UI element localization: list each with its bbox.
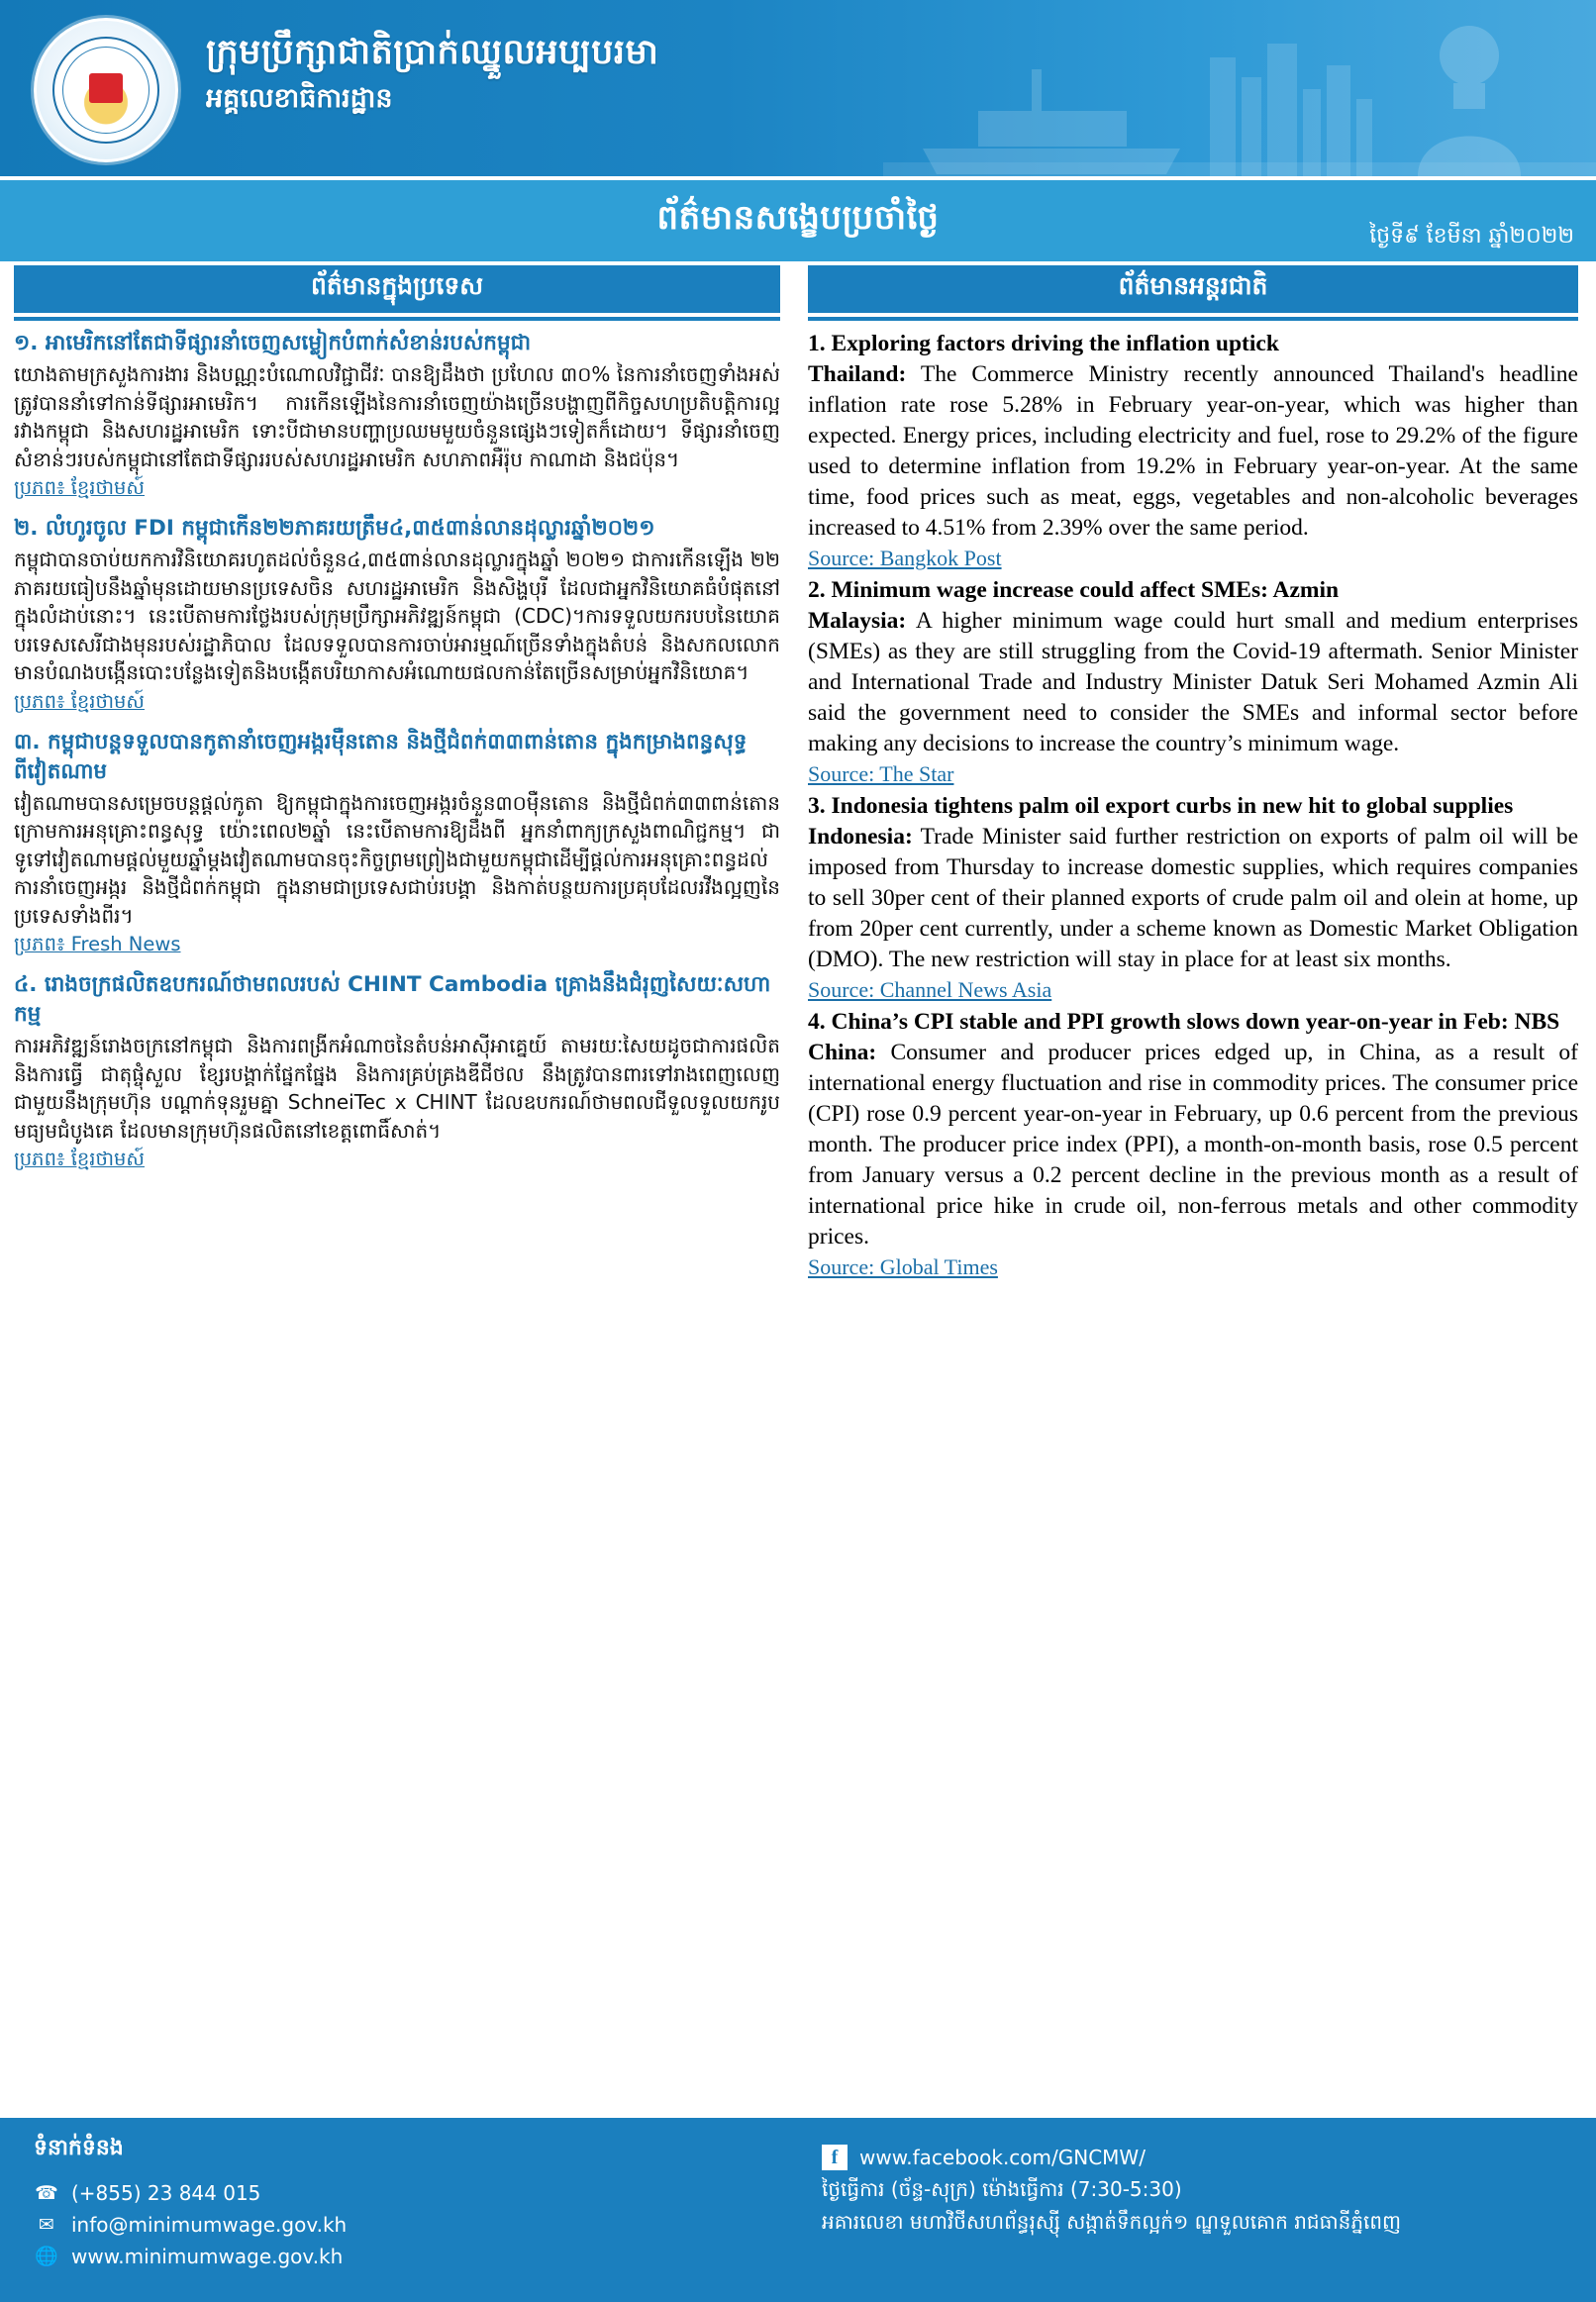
local-news-divider: [14, 317, 780, 321]
local-news-column: [0, 265, 798, 2118]
body-text: Consumer and producer prices edged up, in China, as a result of international energy fluctuation and rise in commodity prices. The consumer price (CPI) rose 0.9 percent year-on-year in February, up 0.6 percent from the previous month. The producer price index (PPI), a month-on-month basis, rose 0.5 percent from January versus a 0.2 percent decline in the previous month as a result of international price hike in crude oil, non-ferrous metals and other commodity prices.: [808, 1040, 1578, 1250]
local-news-item: [14, 728, 780, 961]
footer-info-block: [822, 2142, 1574, 2239]
globe-icon: 🌐: [35, 2246, 58, 2267]
local-news-source-link[interactable]: ប្រភព៖ ខ្មែរថាមស៍: [14, 1148, 145, 1170]
footer-contact-title: ទំនាក់ទំនង: [34, 2136, 124, 2160]
country-label: Thailand:: [808, 361, 907, 387]
international-news-item: [808, 791, 1578, 1003]
org-name-line1: ក្រុមប្រឹក្សាជាតិប្រាក់ឈ្នួលអប្បបរមា: [206, 33, 659, 72]
international-news-heading: 3. Indonesia tightens palm oil export curbs in new hit to global supplies: [808, 793, 1514, 819]
local-news-item: [14, 514, 780, 718]
footer-contact-block: [34, 2134, 727, 2272]
page-footer: [0, 2118, 1596, 2302]
organization-title: [206, 30, 958, 119]
body-text: Trade Minister said further restriction on exports of palm oil will be imposed from Thursday to increase domestic supplies, which requires companies to sell 30per cent of their planned exports of crude palm oil and olein at home, up from 20per cent currently, under a scheme known as Domestic Market Obligation (DMO). The new restriction will stay in place for at least six months.: [808, 824, 1578, 972]
international-news-source-link[interactable]: Source: The Star: [808, 761, 954, 786]
phone-icon: ☎: [35, 2182, 58, 2204]
body-text: The Commerce Ministry recently announced Thailand's headline inflation rate rose 5.28% in February year-on-year, which was higher than expected. Energy prices, including electricity and fuel, rose to 29.2% of the figure used to determine inflation from 19.2% in February year-on-year. At the same time, food prices such as meat, eggs, vegetables and non-alcoholic beverages increased to 4.51% from 2.39% over the same period.: [808, 361, 1578, 541]
local-news-heading: ១. អាមេរិកនៅតែជាទីផ្សារនាំចេញសម្លៀកបំពាក់សំខាន់របស់កម្ពុជា: [14, 331, 532, 355]
national-emblem-icon: [34, 18, 178, 162]
international-news-source-link[interactable]: Source: Global Times: [808, 1254, 998, 1279]
international-news-source-link[interactable]: Source: Bangkok Post: [808, 546, 1002, 570]
footer-email-row: [34, 2209, 727, 2241]
footer-address: អគារលេខា មហាវិថីសហព័ន្ធរុស្ស៊ី សង្កាត់ទឹកល្អក់១ ណ្ឌទួលគោក រាជធានីភ្នំពេញ: [822, 2210, 1402, 2234]
international-news-heading: 2. Minimum wage increase could affect SMEs: Azmin: [808, 577, 1340, 603]
international-news-column: [798, 265, 1596, 2118]
body-text: A higher minimum wage could hurt small and medium enterprises (SMEs) as they are still struggling from the Covid-19 aftermath. Senior Minister and International Trade and Industry Minister Datuk Seri Mohamed Azmin Ali said the government need to consider the SMEs and informal sector before making any decisions to increase the country’s minimum wage.: [808, 608, 1578, 756]
international-news-heading: 4. China’s CPI stable and PPI growth slows down year-on-year in Feb: NBS: [808, 1009, 1560, 1035]
country-label: Malaysia:: [808, 608, 907, 634]
local-news-item: [14, 329, 780, 504]
local-news-body: កម្ពុជាបានចាប់យកការវិនិយោគរហូតដល់ចំនួន៤,៣៥៣ាន់លានដុល្លារក្នុងឆ្នាំ ២០២១ ជាការកើនឡើង ២២ ភាគរយធៀបនឹងឆ្នាំមុនដោយមានប្រទេសចិន សហរដ្ឋអាមេរិក និងសិង្ហបុរី ដែលជាអ្នកវិនិយោគធំបំផុតនៅក្នុងលំដាប់នោះ។ នេះបើតាមការថ្លែងរបស់ក្រុមប្រឹក្សាអភិវឌ្ឍន៍កម្ពុជា (CDC)។ការទទួលយករបបនៃយោគបរទេសសេរីជាងមុនរបស់រដ្ឋាភិបាល ដែលទទួលបានការចាប់អារម្មណ៍ច្រើនទាំងក្នុងតំបន់ និងសកលលោក មានបំណងបង្កើនបោះបន្លែងទៀតនិងបង្កើតបរិយាកាសអំណោយផលកាន់តែច្រើនសម្រាប់អ្នកវិនិយោគ។: [14, 548, 780, 684]
footer-website-row: [34, 2241, 727, 2272]
footer-phone: (+855) 23 844 015: [71, 2181, 261, 2205]
local-news-item: [14, 970, 780, 1175]
footer-facebook-row: [822, 2142, 1574, 2173]
content-columns: [0, 265, 1596, 2118]
local-news-header: ព័ត៌មានក្នុងប្រទេស: [14, 265, 780, 313]
page-title: ព័ត៌មានសង្ខេបប្រចាំថ្ងៃ: [656, 198, 940, 238]
international-news-source-link[interactable]: Source: Channel News Asia: [808, 977, 1052, 1002]
international-news-divider: [808, 317, 1578, 321]
international-news-header: ព័ត៌មានអន្តរជាតិ: [808, 265, 1578, 313]
page-banner: [0, 0, 1596, 176]
org-name-line2: អគ្គលេខាធិការដ្ឋាន: [206, 83, 393, 114]
local-news-heading: ៤. រោងចក្រផលិតឧបករណ៍ថាមពលរបស់ CHINT Cambodia គ្រោងនឹងជំរុញសៃយៈសហាកម្ម: [14, 972, 771, 1027]
international-news-item: [808, 1007, 1578, 1280]
banner-skyline-graphic: [883, 0, 1596, 176]
country-label: Indonesia:: [808, 824, 913, 850]
footer-email[interactable]: info@minimumwage.gov.kh: [71, 2213, 348, 2237]
title-bar: [0, 176, 1596, 261]
international-news-item: [808, 575, 1578, 787]
local-news-source-link[interactable]: ប្រភព៖ ខ្មែរថាមស៍: [14, 689, 145, 713]
local-news-body: ការអភិវឌ្ឍន៍រោងចក្រនៅកម្ពុជា និងការពង្រីកអំណាចនៃតំបន់អាស៊ីអាគ្នេយ៍ តាមរយៈសៃយដូចជាការផលិត និងការធ្វើ ជាតុផ្ចុំសួល ខ្សែរបង្គាក់ផ្នែកផ្នែង និងការគ្រប់គ្រងឌីជីថល នឹងត្រូវបានពារទៅរាងពេញលេញជាមួយនឹងក្រុមហ៊ុន បណ្តាក់ទុនរួមគ្នា SchneiTec x CHINT ដែលឧបករណ៍ថាមពលជីទួលទួលយករូបមធ្យមជំបូងគេ ដែលមានក្រុមហ៊ុនផលិតនៅខេត្តពោធិ៍សាត់។: [14, 1034, 780, 1143]
local-news-source-link[interactable]: ប្រភព៖ Fresh News: [14, 933, 181, 955]
international-news-heading: 1. Exploring factors driving the inflation uptick: [808, 331, 1279, 356]
local-news-body: យោងតាមក្រសួងការងារ និងបណ្ណះបំណោលវិជ្ជាជីវៈ បានឱ្យដឹងថា ប្រហែល ៣០% នៃការនាំចេញទាំងអស់ត្រូវបាននាំទៅកាន់ទីផ្សារអាមេរិក។ ការកើនឡើងនៃការនាំចេញយ៉ាងច្រើនបង្ហាញពីកិច្ចសហប្រតិបត្តិការល្អរវាងកម្ពុជា និងសហរដ្ឋអាមេរិក ទោះបីជាមានបញ្ហាប្រឈមមួយចំនួនផ្សេងៗទៀតក៏ដោយ។ ទីផ្សារនាំចេញសំខាន់ៗរបស់កម្ពុជានៅតែជាទីផ្សាររបស់សហរដ្ឋអាមេរិក សហភាពអឺរ៉ុប កាណាដា និងជប៉ុន។: [14, 362, 780, 471]
facebook-icon: f: [822, 2145, 848, 2170]
local-news-heading: ៣. កម្ពុជាបន្តទទួលបានកូតានាំចេញអង្ករម៉ឺនតោន និងថ្មីជំពក់៣៣ពាន់តោន ក្នុងកម្រាងពន្ធសុទ្ធ ពីវៀតណាម: [14, 729, 748, 784]
publication-date: ថ្ងៃទី៩ ខែមីនា ឆ្នាំ២០២២: [1369, 224, 1574, 249]
local-news-body: វៀតណាមបានសម្រេចបន្តផ្តល់កូតា ឱ្យកម្ពុជាក្នុងការចេញអង្ករចំនួន៣០ម៉ឺនតោន និងថ្មីជំពក់៣៣ពាន់តោន ក្រោមការអនុគ្រោះពន្ធសុទ្ធ យ៉ោះពេល២ឆ្នាំ នេះបើតាមការឱ្យដឹងពី អ្នកនាំពាក្យក្រសួងពាណិជ្ជកម្ម។ ជាទូទៅវៀតណាមផ្តល់មួយឆ្នាំម្តងវៀតណាមបានចុះកិច្ចព្រមព្រៀងជាមួយកម្ពុជាដើម្បីផ្តល់ការអនុគ្រោះពន្ធដល់ការនាំចេញអង្ករ និងថ្មីជំពក់កម្ពុជា ក្នុងនាមជាប្រទេសជាប់របង្គា និងកាត់បន្ថយការប្រគុបដែលរវីងល្អញនៃប្រទេសទាំងពីរ។: [14, 790, 780, 928]
local-news-source-link[interactable]: ប្រភព៖ ខ្មែរថាមស៍: [14, 476, 145, 499]
country-label: China:: [808, 1040, 877, 1065]
international-news-body: [808, 822, 1578, 975]
footer-facebook[interactable]: www.facebook.com/GNCMW/: [859, 2146, 1146, 2169]
footer-website[interactable]: www.minimumwage.gov.kh: [71, 2245, 344, 2268]
footer-hours: ថ្ងៃធ្វើការ (ច័ន្ទ-សុក្រ) ម៉ោងធ្វើការ (7:30-5:30): [822, 2177, 1182, 2201]
email-icon: ✉: [39, 2214, 54, 2236]
international-news-item: [808, 329, 1578, 571]
local-news-heading: ២. លំហូរចូល FDI កម្ពុជាកើន២២ភាគរយត្រឹម៤,៣៥៣ាន់លានដុល្លារឆ្នាំ២០២១: [14, 516, 655, 541]
international-news-body: [808, 606, 1578, 759]
international-news-body: [808, 359, 1578, 544]
footer-phone-row: [34, 2177, 727, 2209]
international-news-body: [808, 1038, 1578, 1252]
